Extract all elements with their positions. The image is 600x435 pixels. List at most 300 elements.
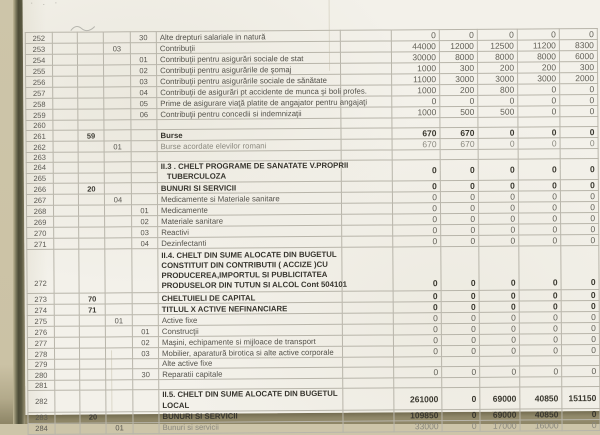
- value-cell: 0: [519, 312, 561, 323]
- code-cell: 70: [79, 293, 105, 304]
- code-cell: [53, 87, 78, 98]
- description-text: Contribuţii pentru concedii si indemnizaţii: [160, 108, 302, 119]
- value-cell: 0: [441, 346, 479, 357]
- code-cell: [54, 349, 79, 360]
- row-number-cell: 272: [27, 250, 54, 294]
- value-cell: 0: [562, 366, 600, 377]
- value-cell: 30000: [391, 52, 439, 63]
- row-number-cell: 279: [28, 360, 55, 370]
- code-cell: 01: [132, 326, 158, 337]
- code-cell: [78, 152, 104, 162]
- row-number-cell: 268: [26, 206, 53, 217]
- value-cell: 11200: [517, 40, 559, 51]
- code-cell: [79, 249, 105, 293]
- row-number-cell: 265: [26, 173, 53, 184]
- code-cell: [106, 380, 133, 390]
- row-number-cell: 278: [27, 349, 54, 360]
- code-cell: [105, 216, 132, 227]
- description-text: Bunuri si servicii: [162, 422, 219, 433]
- value-cell: 200: [478, 62, 518, 73]
- description-text: TITLUL X ACTIVE NEFINANCIARE: [161, 304, 288, 314]
- description-cell: [159, 389, 343, 412]
- description-text: Dezinfectanti: [161, 238, 207, 248]
- code-cell: [78, 87, 104, 98]
- empty-cell: [341, 118, 392, 128]
- row-number-cell: 253: [25, 43, 52, 54]
- code-cell: [54, 228, 79, 239]
- value-cell: 0: [561, 345, 599, 356]
- value-cell: 0: [391, 30, 439, 41]
- value-cell: 0: [478, 180, 518, 191]
- code-cell: [130, 43, 156, 54]
- row-number-cell: 273: [27, 294, 54, 305]
- value-cell: [560, 149, 598, 159]
- table-row: [27, 246, 599, 294]
- value-cell: 0: [479, 334, 519, 345]
- value-cell: 800: [478, 84, 518, 95]
- empty-cell: [342, 247, 393, 291]
- empty-cell: [343, 357, 394, 367]
- code-cell: [53, 76, 78, 87]
- code-cell: 01: [104, 141, 131, 152]
- description-text: Construcţii: [161, 326, 199, 336]
- code-cell: [105, 326, 132, 337]
- value-cell: 670: [392, 139, 440, 150]
- value-cell: [392, 150, 440, 160]
- value-cell: 0: [478, 191, 518, 202]
- value-cell: 0: [441, 236, 479, 247]
- row-number-cell: 262: [26, 141, 53, 152]
- code-cell: [131, 130, 157, 141]
- row-number-cell: 264: [26, 162, 53, 173]
- value-cell: 0: [560, 84, 598, 95]
- value-cell: 0: [560, 106, 598, 117]
- value-cell: 16000: [520, 420, 562, 431]
- value-cell: [440, 117, 478, 127]
- value-cell: 0: [518, 127, 560, 138]
- value-cell: 44000: [391, 41, 439, 52]
- code-cell: [104, 109, 131, 120]
- code-cell: [79, 227, 105, 238]
- value-cell: 0: [442, 420, 480, 431]
- value-cell: 0: [439, 29, 477, 40]
- code-cell: [79, 238, 105, 249]
- code-cell: 04: [104, 194, 131, 205]
- code-cell: 03: [132, 227, 158, 238]
- value-cell: 0: [479, 235, 519, 246]
- value-cell: 3000: [478, 73, 518, 84]
- value-cell: 0: [561, 235, 599, 246]
- code-cell: [131, 194, 157, 205]
- code-cell: [78, 109, 104, 120]
- value-cell: [562, 377, 600, 387]
- value-cell: 0: [479, 224, 519, 235]
- value-cell: 0: [559, 29, 597, 40]
- value-cell: 0: [560, 138, 598, 149]
- value-cell: 0: [562, 408, 600, 419]
- budget-table: [25, 28, 600, 435]
- value-cell: 0: [393, 247, 441, 291]
- description-text: Medicamente si Materiale sanitare: [160, 194, 280, 204]
- empty-cell: [340, 52, 391, 63]
- value-cell: [478, 117, 518, 127]
- value-cell: 0: [441, 313, 479, 324]
- value-cell: 0: [561, 323, 599, 334]
- description-text: Contribuţii pentru asigurări sociale de stat: [159, 53, 304, 64]
- code-cell: 03: [131, 76, 157, 87]
- code-cell: [55, 360, 80, 370]
- value-cell: 0: [478, 127, 518, 138]
- code-cell: [80, 380, 106, 390]
- row-number-cell: 258: [26, 98, 53, 109]
- value-cell: 0: [392, 192, 440, 203]
- empty-cell: [341, 74, 392, 85]
- value-cell: 0: [440, 95, 478, 106]
- code-cell: [132, 304, 158, 315]
- value-cell: 0: [441, 302, 479, 313]
- value-cell: 0: [441, 335, 479, 346]
- description-text: Maşini, echipamente si mijloace de transport: [161, 336, 316, 347]
- value-cell: 0: [478, 159, 518, 181]
- code-cell: [133, 359, 159, 369]
- code-cell: [80, 359, 106, 369]
- code-cell: [53, 206, 78, 217]
- value-cell: 0: [518, 95, 560, 106]
- value-cell: 0: [393, 313, 441, 324]
- value-cell: 3000: [518, 73, 560, 84]
- value-cell: 0: [518, 191, 560, 202]
- code-cell: [104, 130, 131, 141]
- code-cell: [53, 120, 78, 130]
- code-cell: [104, 162, 131, 173]
- code-cell: [78, 194, 104, 205]
- value-cell: 0: [393, 324, 441, 335]
- value-cell: 0: [393, 214, 441, 225]
- code-cell: [77, 54, 103, 65]
- code-cell: [104, 65, 131, 76]
- value-cell: 0: [441, 324, 479, 335]
- description-text: Contribuţii pentru asigurările de şomaj: [160, 64, 292, 75]
- value-cell: [442, 357, 480, 367]
- code-cell: 02: [132, 337, 158, 348]
- value-cell: 0: [392, 181, 440, 192]
- value-cell: 40850: [520, 409, 562, 420]
- description-text: Alte active fixe: [162, 359, 213, 369]
- description-line: PRODUCEREA,IMPORTUL SI PUBLICITATEA: [161, 269, 328, 280]
- code-cell: 02: [131, 65, 157, 76]
- empty-cell: [340, 41, 391, 52]
- row-number-cell: 266: [26, 184, 53, 195]
- empty-cell: [341, 192, 392, 203]
- value-cell: 1000: [392, 63, 440, 74]
- value-cell: 0: [393, 346, 441, 357]
- value-cell: 151150: [562, 387, 600, 409]
- code-cell: [105, 304, 132, 315]
- description-line: TUBERCULOZA: [166, 171, 227, 182]
- value-cell: 200: [440, 84, 478, 95]
- row-number-cell: 263: [26, 152, 53, 162]
- code-cell: [53, 141, 78, 152]
- code-cell: 30: [133, 369, 159, 380]
- code-cell: [104, 183, 131, 194]
- value-cell: 0: [479, 323, 519, 334]
- value-cell: 8000: [517, 51, 559, 62]
- row-number-cell: 259: [26, 109, 53, 120]
- value-cell: 0: [393, 225, 441, 236]
- value-cell: 1000: [392, 85, 440, 96]
- value-cell: 0: [440, 203, 478, 214]
- description-text: BUNURI SI SERVICII: [162, 411, 238, 422]
- code-cell: [54, 294, 79, 305]
- description-line: II.5. CHELT DIN SUME ALOCATE DIN BUGETUL: [162, 389, 338, 400]
- value-cell: 69000: [480, 387, 520, 409]
- code-cell: [53, 130, 78, 141]
- code-cell: [52, 43, 77, 54]
- row-number-cell: 275: [27, 316, 54, 327]
- code-cell: [104, 152, 131, 162]
- row-number-cell: 274: [27, 305, 54, 316]
- value-cell: [442, 378, 480, 388]
- code-cell: [106, 412, 133, 423]
- value-cell: [518, 117, 560, 127]
- empty-cell: [343, 378, 394, 388]
- code-cell: 01: [130, 54, 156, 65]
- value-cell: 1000: [392, 107, 440, 118]
- value-cell: 2000: [560, 73, 598, 84]
- description-text: BUNURI SI SERVICII: [160, 183, 237, 193]
- row-number-cell: 277: [27, 338, 54, 349]
- code-cell: [55, 423, 80, 434]
- description-text: Prime de asigurare viaţă platite de angajator pentru angajaţi: [160, 97, 368, 108]
- description-line: II.4. CHELT DIN SUME ALOCATE DIN BUGETUL: [161, 249, 337, 260]
- value-cell: 0: [519, 301, 561, 312]
- value-cell: 0: [560, 191, 598, 202]
- code-cell: 06: [131, 109, 157, 120]
- value-cell: 0: [478, 138, 518, 149]
- empty-cell: [341, 63, 392, 74]
- empty-cell: [342, 313, 393, 324]
- code-cell: [105, 348, 132, 359]
- empty-cell: [340, 30, 391, 41]
- description-text: Contribuţii de asigurări pt accidente de munca şi boli profes.: [160, 86, 367, 97]
- code-cell: 05: [131, 98, 157, 109]
- value-cell: 0: [441, 214, 479, 225]
- code-cell: [77, 43, 103, 54]
- code-cell: 30: [130, 32, 156, 43]
- description-text: Medicamente: [161, 205, 208, 215]
- value-cell: 0: [560, 95, 598, 106]
- value-cell: 0: [394, 367, 442, 378]
- value-cell: 0: [561, 290, 599, 301]
- value-cell: 0: [479, 301, 519, 312]
- value-cell: 0: [440, 192, 478, 203]
- value-cell: 0: [560, 127, 598, 138]
- value-cell: 300: [440, 62, 478, 73]
- value-cell: 0: [560, 180, 598, 191]
- code-cell: [106, 390, 133, 412]
- pencil-marks: · . ·: [30, 0, 62, 7]
- value-cell: 40850: [520, 387, 562, 409]
- value-cell: 8000: [439, 51, 477, 62]
- value-cell: 0: [518, 180, 560, 191]
- code-cell: [131, 141, 157, 152]
- description-text: Burse: [160, 130, 183, 140]
- value-cell: 0: [519, 213, 561, 224]
- code-cell: [80, 423, 106, 434]
- value-cell: 0: [480, 366, 520, 377]
- code-cell: [78, 98, 104, 109]
- row-number-cell: 256: [26, 76, 53, 87]
- value-cell: 0: [477, 29, 517, 40]
- description-text: Reactivi: [161, 227, 189, 237]
- value-cell: [440, 149, 478, 159]
- description-text: Alte drepturi salariale in natură: [159, 31, 266, 42]
- code-cell: [54, 316, 79, 327]
- code-cell: [105, 293, 132, 304]
- value-cell: 0: [478, 202, 518, 213]
- code-cell: [79, 337, 105, 348]
- value-cell: 0: [441, 291, 479, 302]
- value-cell: 200: [518, 62, 560, 73]
- code-cell: [104, 87, 131, 98]
- value-cell: 0: [518, 138, 560, 149]
- scanned-paper-sheet: [23, 0, 600, 434]
- description-line: II.3 . CHELT PROGRAME DE SANATATE V.PROPRII: [160, 160, 349, 172]
- value-cell: 0: [562, 419, 600, 430]
- value-cell: 0: [392, 203, 440, 214]
- value-cell: 0: [393, 335, 441, 346]
- value-cell: [478, 149, 518, 159]
- value-cell: 0: [440, 181, 478, 192]
- code-cell: 01: [105, 315, 132, 326]
- empty-cell: [342, 302, 393, 313]
- description-cell: [159, 421, 343, 433]
- description-line: LOCAL: [162, 400, 190, 410]
- value-cell: 0: [442, 388, 480, 410]
- value-cell: 0: [519, 334, 561, 345]
- value-cell: [560, 117, 598, 127]
- description-cell: [157, 160, 349, 183]
- code-cell: [106, 359, 133, 369]
- value-cell: 0: [393, 291, 441, 302]
- value-cell: 8300: [559, 40, 597, 51]
- row-number-cell: 254: [25, 54, 52, 65]
- value-cell: 6000: [559, 51, 597, 62]
- code-cell: [53, 109, 78, 120]
- empty-cell: [341, 107, 392, 118]
- code-cell: [78, 120, 104, 130]
- code-cell: [103, 54, 130, 65]
- code-cell: [53, 195, 78, 206]
- code-cell: [55, 381, 80, 391]
- row-number-cell: 281: [28, 381, 55, 391]
- code-cell: 59: [78, 130, 104, 141]
- value-cell: 0: [561, 301, 599, 312]
- description-text: CHELTUIELI DE CAPITAL: [161, 293, 256, 303]
- row-number-cell: 283: [28, 412, 55, 423]
- value-cell: 11000: [392, 74, 440, 85]
- code-cell: 71: [79, 304, 105, 315]
- value-cell: 12000: [439, 40, 477, 51]
- code-cell: 03: [103, 43, 130, 54]
- value-cell: [518, 149, 560, 159]
- row-number-cell: 260: [26, 120, 53, 130]
- code-cell: [55, 412, 80, 423]
- code-cell: [133, 422, 159, 433]
- code-cell: [78, 76, 104, 87]
- code-cell: [53, 162, 78, 173]
- value-cell: 0: [518, 84, 560, 95]
- value-cell: 670: [440, 138, 478, 149]
- code-cell: [79, 315, 105, 326]
- code-cell: [52, 54, 77, 65]
- code-cell: [53, 98, 78, 109]
- value-cell: [520, 356, 562, 366]
- description-text: Burse acordate elevilor romani: [160, 140, 267, 151]
- empty-cell: [342, 324, 393, 335]
- value-cell: 670: [440, 127, 478, 138]
- code-cell: [54, 250, 79, 294]
- code-cell: [105, 337, 132, 348]
- value-cell: 0: [518, 106, 560, 117]
- code-cell: [53, 65, 78, 76]
- row-number-cell: 269: [27, 217, 54, 228]
- code-cell: 01: [131, 205, 157, 216]
- value-cell: [394, 357, 442, 367]
- code-cell: 04: [131, 87, 157, 98]
- value-cell: 0: [561, 224, 599, 235]
- value-cell: 8000: [477, 51, 517, 62]
- code-cell: 02: [132, 216, 158, 227]
- code-cell: [54, 239, 79, 250]
- code-cell: [104, 120, 131, 130]
- code-cell: [78, 205, 104, 216]
- row-number-cell: 271: [27, 239, 54, 250]
- code-cell: [78, 173, 104, 184]
- value-cell: 500: [440, 106, 478, 117]
- row-number-cell: 282: [28, 391, 55, 413]
- row-number-cell: 255: [26, 65, 53, 76]
- value-cell: 69000: [480, 409, 520, 420]
- code-cell: [54, 338, 79, 349]
- description-text: Contribuţii pentru asigurările sociale de sănătate: [160, 75, 328, 86]
- value-cell: 0: [442, 367, 480, 378]
- value-cell: [480, 356, 520, 366]
- code-cell: [131, 172, 157, 183]
- value-cell: 0: [479, 312, 519, 323]
- empty-cell: [343, 388, 394, 410]
- value-cell: 0: [440, 159, 478, 181]
- code-cell: [132, 293, 158, 304]
- code-cell: 20: [78, 183, 104, 194]
- value-cell: [562, 356, 600, 366]
- code-cell: [79, 348, 105, 359]
- code-cell: [104, 205, 131, 216]
- code-cell: [105, 249, 132, 293]
- value-cell: 0: [393, 236, 441, 247]
- code-cell: 01: [106, 423, 133, 434]
- code-cell: [77, 32, 103, 43]
- value-cell: 0: [561, 213, 599, 224]
- code-cell: [133, 380, 159, 390]
- empty-cell: [342, 346, 393, 357]
- code-cell: [80, 390, 106, 412]
- value-cell: 0: [519, 290, 561, 301]
- row-number-cell: 257: [26, 87, 53, 98]
- empty-cell: [341, 203, 392, 214]
- code-cell: [54, 305, 79, 316]
- value-cell: [480, 377, 520, 387]
